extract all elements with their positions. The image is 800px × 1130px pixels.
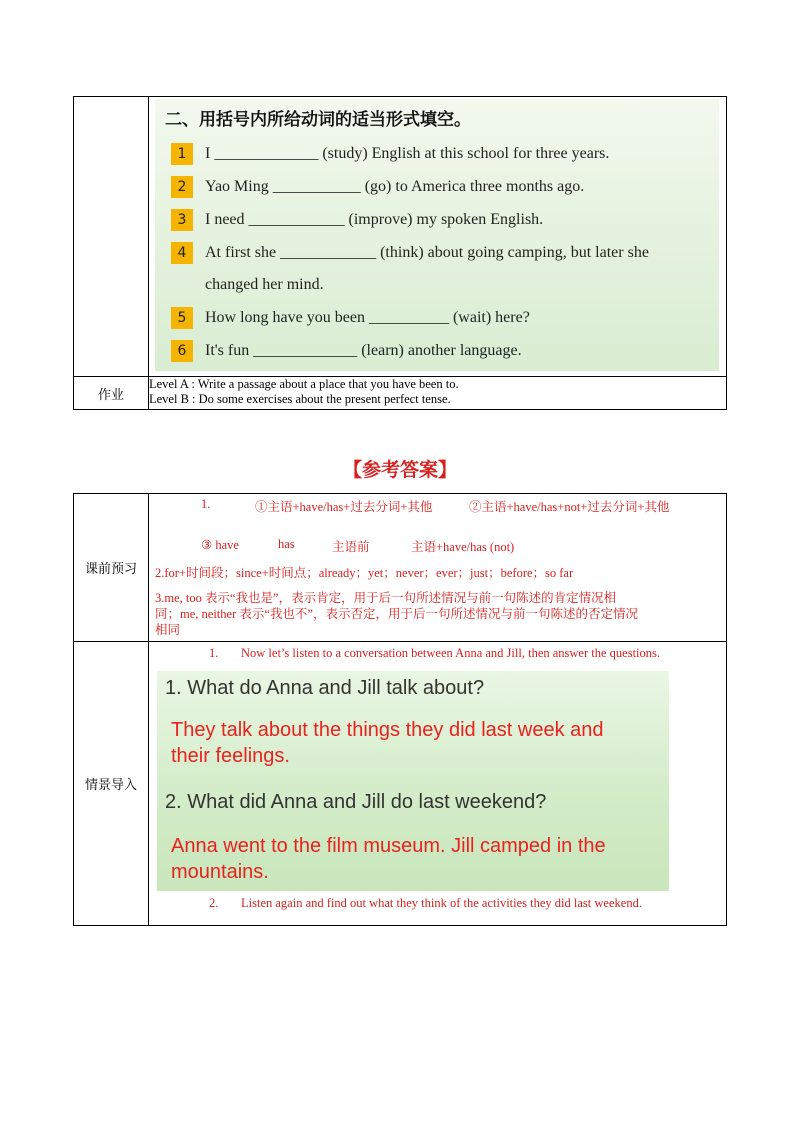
preview-content — [149, 494, 726, 640]
question-1: 1. What do Anna and Jill talk about? — [165, 677, 485, 699]
level-b-text: Level B : Do some exercises about the present perfect tense. — [149, 392, 451, 406]
preview-line1-a: ①主语+have/has+过去分词+其他 — [255, 500, 433, 514]
answer-1 — [171, 717, 661, 769]
exercise-item: At first she ____________ (think) about going camping, but later she — [205, 244, 649, 261]
scene-label: 情景导入 — [74, 642, 149, 926]
item-number-badge: 4 — [171, 242, 193, 264]
scene-cell — [149, 642, 727, 926]
answer-2-line2: mountains. — [171, 861, 269, 883]
preview-label: 课前预习 — [74, 494, 149, 642]
scene-item1-text: Now let’s listen to a conversation between Anna and Jill, then answer the questions. — [241, 646, 661, 660]
answer-2-line1: Anna went to the film museum. Jill camped in the — [171, 835, 606, 857]
item-number-badge: 6 — [171, 340, 193, 362]
answer-1-line1: They talk about the things they did last week and — [171, 719, 604, 741]
scene-item1-number: 1. — [209, 646, 219, 660]
answer-1-line2: their feelings. — [171, 745, 290, 767]
preview-line5: 同；me, neither 表示“我也不”，表示否定，用于后一句所述情况与前一句陈述的否定情况 — [155, 607, 638, 621]
exercise-title: 二、用括号内所给动词的适当形式填空。 — [165, 110, 471, 130]
preview-line2-a: ③ have — [201, 538, 239, 552]
level-a-text: Level A : Write a passage about a place that you have been to. — [149, 377, 459, 391]
scene-content — [149, 642, 726, 924]
preview-line2-d: 主语+have/has (not) — [411, 540, 515, 554]
exercise-cell — [149, 97, 727, 377]
item-number-badge: 2 — [171, 176, 193, 198]
exercise-item: I need ____________ (improve) my spoken English. — [205, 211, 544, 228]
exercise-item: It's fun _____________ (learn) another language. — [205, 342, 522, 359]
homework-table — [73, 96, 727, 410]
item-number-badge: 3 — [171, 209, 193, 231]
empty-label-cell — [74, 97, 149, 377]
exercise-item: Yao Ming ___________ (go) to America three months ago. — [205, 178, 585, 195]
preview-line3: 2.for+时间段；since+时间点；already；yet；never；ever；just；before；so far — [155, 566, 574, 580]
answers-heading: 【参考答案】 — [342, 459, 457, 481]
scene-item2-number: 2. — [209, 896, 219, 910]
exercise-item: How long have you been __________ (wait) here? — [205, 309, 530, 326]
item-number-badge: 1 — [171, 143, 193, 165]
question-answer-panel — [157, 671, 669, 891]
preview-line1-number: 1. — [201, 497, 211, 511]
preview-cell — [149, 494, 727, 642]
exercise-panel — [155, 99, 719, 371]
homework-levels — [149, 377, 727, 410]
preview-line1-b: ②主语+have/has+not+过去分词+其他 — [469, 500, 670, 514]
preview-line4: 3.me, too 表示“我也是”，表示肯定，用于后一句所述情况与前一句陈述的肯定情况相 — [155, 591, 617, 605]
exercise-item: I _____________ (study) English at this school for three years. — [205, 145, 610, 162]
scene-item2-text: Listen again and find out what they think of the activities they did last weekend. — [241, 896, 642, 910]
item-number-badge: 5 — [171, 307, 193, 329]
exercise-item-continuation: changed her mind. — [205, 276, 324, 293]
preview-line2-c: 主语前 — [332, 540, 370, 554]
preview-line2-b: has — [278, 537, 295, 551]
question-2: 2. What did Anna and Jill do last weekend? — [165, 791, 547, 813]
homework-label: 作业 — [74, 377, 149, 410]
preview-line6: 相同 — [155, 623, 181, 637]
answer-2 — [171, 833, 661, 885]
answers-table — [73, 493, 727, 926]
